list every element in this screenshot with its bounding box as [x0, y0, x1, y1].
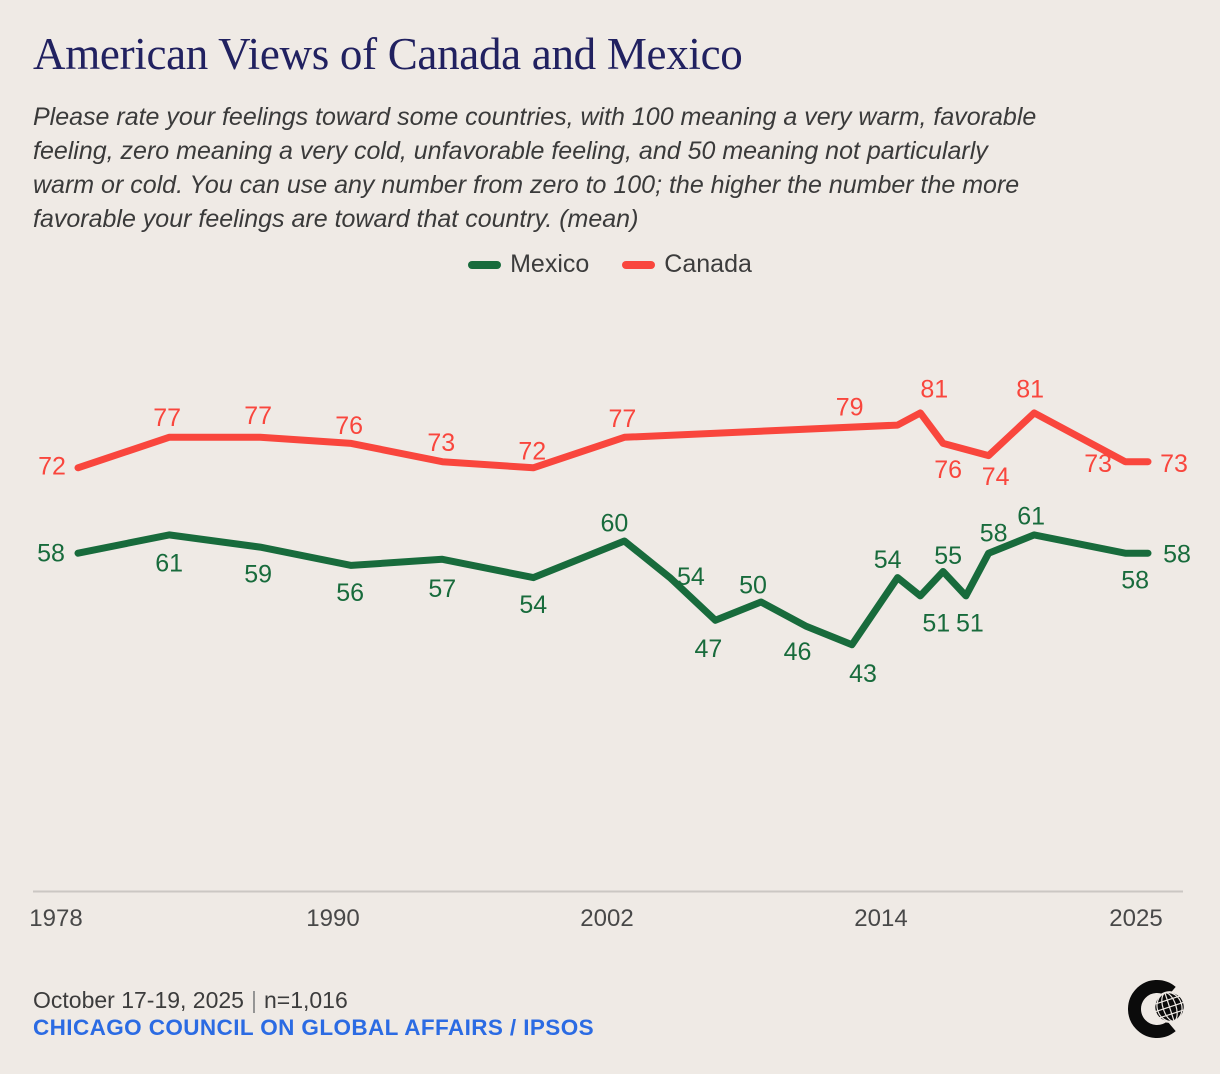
mexico-value-label-1986: 59 [244, 560, 273, 589]
mexico-value-label-1978: 58 [37, 539, 65, 568]
canada-value-label-2002: 77 [608, 404, 637, 433]
mexico-value-label-1994: 57 [428, 574, 457, 603]
mexico-value-label-2020: 61 [1017, 502, 1046, 531]
canada-value-label-1986: 77 [244, 401, 273, 430]
source-attribution: CHICAGO COUNCIL ON GLOBAL AFFAIRS / IPSOS [33, 1015, 595, 1040]
separator: | [250, 987, 257, 1013]
x-tick-1978: 1978 [29, 905, 83, 932]
mexico-value-label-2012: 43 [849, 660, 877, 689]
legend-label: Mexico [510, 250, 590, 278]
mexico-value-label-2006: 47 [694, 634, 723, 663]
sample-size: n=1,016 [263, 987, 348, 1013]
mexico-value-label-2025: 58 [1163, 540, 1191, 569]
mexico-value-label-2008: 50 [739, 571, 767, 600]
mexico-value-label-2017: 51 [955, 609, 984, 638]
survey-dates: October 17-19, 2025 [33, 987, 244, 1013]
legend-label: Canada [664, 250, 752, 278]
chicago-council-logo-icon [1128, 974, 1194, 1044]
x-tick-2025: 2025 [1109, 905, 1163, 932]
canada-value-label-2015: 81 [920, 375, 949, 404]
canada-value-label-2020: 81 [1016, 375, 1045, 404]
canada-value-label-1998: 72 [518, 437, 547, 466]
subtitle-line: warm or cold. You can use any number from zero to 100; the higher the number the more [33, 171, 1020, 199]
mexico-value-label-1990: 56 [336, 578, 365, 607]
mexico-value-label-2015: 51 [922, 609, 951, 638]
mexico-value-label-2024: 58 [1121, 566, 1150, 595]
mexico-value-label-2014: 54 [873, 546, 902, 575]
mexico-value-label-2010: 46 [783, 637, 812, 666]
canada-value-label-1990: 76 [335, 411, 364, 440]
canada-value-label-1994: 73 [427, 429, 456, 458]
mexico-value-label-2004: 54 [676, 563, 705, 592]
subtitle-line: Please rate your feelings toward some countries, with 100 meaning a very warm, favorable [33, 103, 1037, 131]
page-title: American Views of Canada and Mexico [33, 29, 743, 79]
canada-value-label-2018: 74 [981, 463, 1010, 492]
x-tick-2002: 2002 [580, 905, 634, 932]
canada-value-label-2025: 73 [1160, 450, 1188, 479]
canada-value-label-2014: 79 [835, 393, 864, 422]
x-tick-1990: 1990 [306, 905, 360, 932]
mexico-value-label-2016: 55 [934, 542, 963, 570]
canada-value-label-2024: 73 [1084, 450, 1113, 479]
canada-value-label-1978: 72 [38, 452, 66, 481]
subtitle-line: feeling, zero meaning a very cold, unfavorable feeling, and 50 meaning not particularly [33, 137, 988, 165]
mexico-value-label-2018: 58 [979, 519, 1008, 548]
x-tick-2014: 2014 [854, 905, 908, 932]
subtitle-line: favorable your feelings are toward that country. (mean) [33, 205, 639, 233]
mexico-value-label-1982: 61 [155, 549, 184, 578]
canada-value-label-2016: 76 [934, 455, 963, 484]
mexico-value-label-1998: 54 [519, 591, 548, 620]
survey-date-note [33, 987, 348, 1014]
canada-value-label-1982: 77 [153, 403, 182, 432]
mexico-value-label-2002: 60 [600, 509, 629, 538]
mexico-line [78, 535, 1148, 645]
